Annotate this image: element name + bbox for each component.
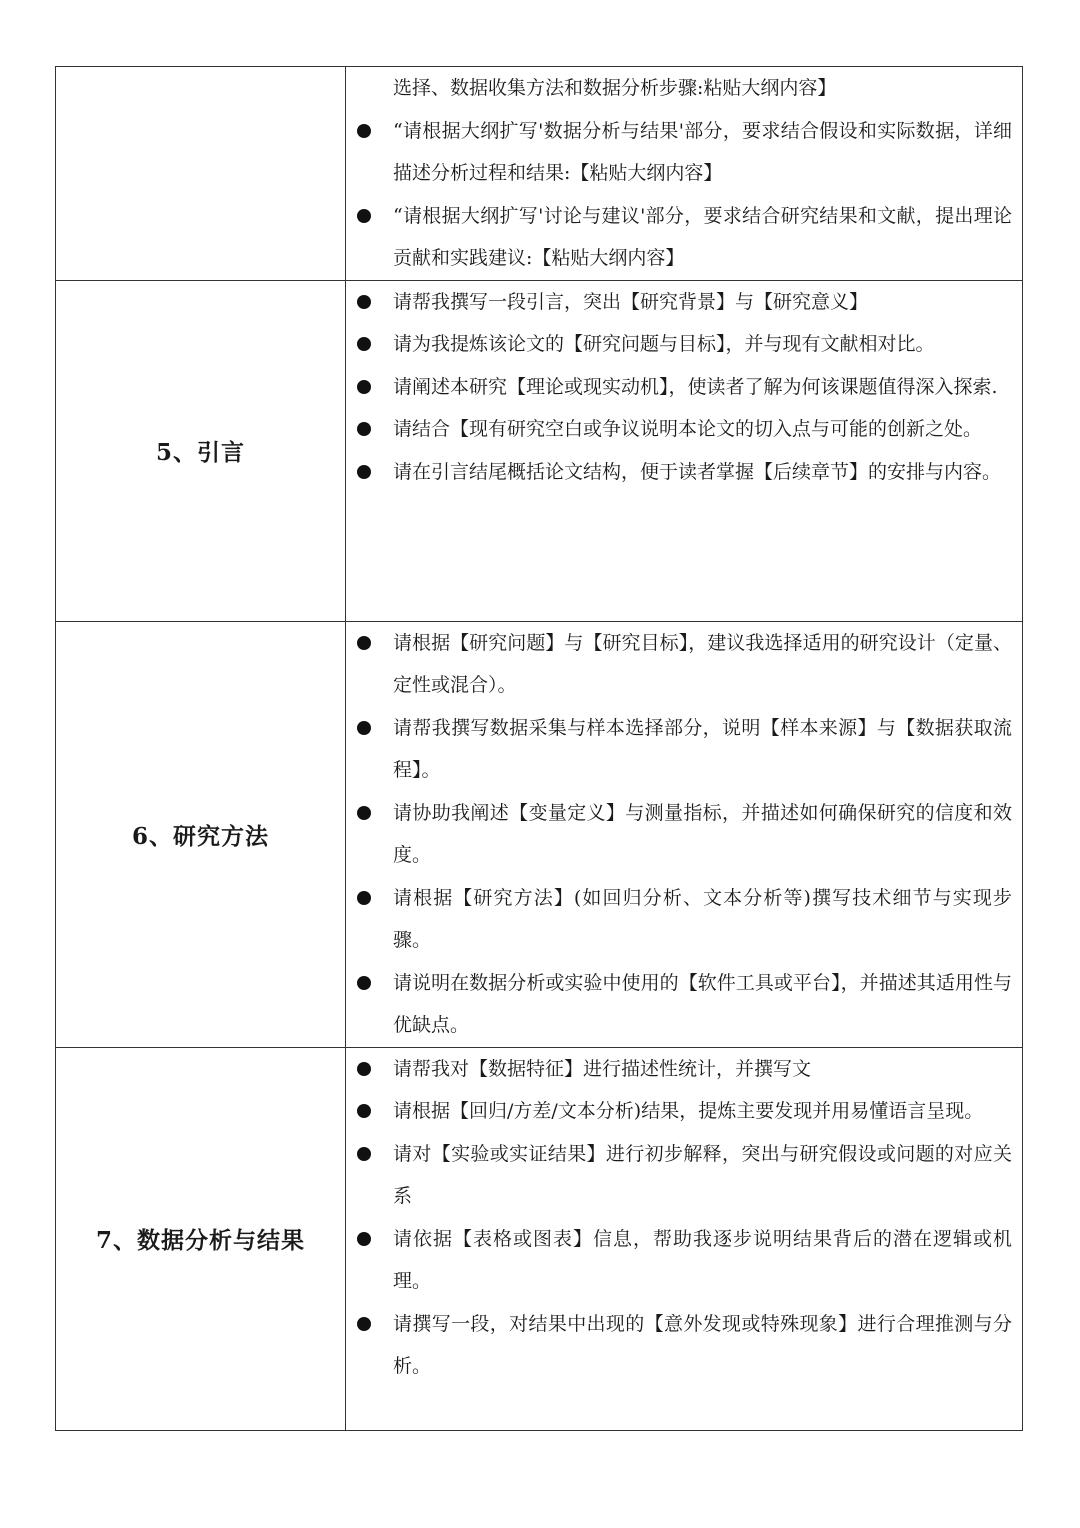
list-item: 请根据【研究问题】与【研究目标】，建议我选择适用的研究设计（定量、定性或混合）。	[346, 622, 1012, 707]
bullet-icon	[357, 295, 371, 309]
bullet-icon	[357, 636, 371, 650]
bullet-icon	[357, 721, 371, 735]
list-item: 请根据【回归/方差/文本分析)结果，提炼主要发现并用易懂语言呈现。	[346, 1090, 1012, 1133]
prompt-list	[346, 281, 1012, 494]
bullet-icon	[357, 1232, 371, 1246]
bullet-icon	[357, 806, 371, 820]
bullet-icon	[357, 1062, 371, 1076]
section-label: 6、研究方法	[56, 621, 346, 1047]
list-item: 请帮我撰写一段引言，突出【研究背景】与【研究意义】	[346, 281, 1012, 324]
section-items	[346, 1047, 1023, 1430]
table-row	[56, 67, 1023, 281]
section-label: 5、引言	[56, 280, 346, 621]
bullet-icon	[357, 380, 371, 394]
section-items	[346, 621, 1023, 1047]
list-item: 请说明在数据分析或实验中使用的【软件工具或平台】，并描述其适用性与优缺点。	[346, 962, 1012, 1047]
list-item: 请依据【表格或图表】信息，帮助我逐步说明结果背后的潜在逻辑或机理。	[346, 1218, 1012, 1303]
list-item: 请撰写一段，对结果中出现的【意外发现或特殊现象】进行合理推测与分析。	[346, 1303, 1012, 1388]
prompt-outline-table	[55, 66, 1023, 1431]
bullet-icon	[357, 1147, 371, 1161]
list-item: 请协助我阐述【变量定义】与测量指标，并描述如何确保研究的信度和效度。	[346, 792, 1012, 877]
list-item: “请根据大纲扩写'讨论与建议'部分，要求结合研究结果和文献，提出理论贡献和实践建议:【粘贴大纲内容】	[346, 195, 1012, 280]
bullet-icon	[357, 209, 371, 223]
section-items	[346, 67, 1023, 281]
prompt-list	[346, 622, 1012, 1047]
list-item: 请帮我撰写数据采集与样本选择部分，说明【样本来源】与【数据获取流程】。	[346, 707, 1012, 792]
bullet-icon	[357, 1317, 371, 1331]
list-item: 请帮我对【数据特征】进行描述性统计，并撰写文	[346, 1048, 1012, 1091]
bullet-icon	[357, 337, 371, 351]
list-item: 请根据【研究方法】(如回归分析、文本分析等)撰写技术细节与实现步骤。	[346, 877, 1012, 962]
list-item: 请在引言结尾概括论文结构，便于读者掌握【后续章节】的安排与内容。	[346, 451, 1012, 494]
table-row	[56, 280, 1023, 621]
section-items	[346, 280, 1023, 621]
list-item: 请阐述本研究【理论或现实动机】，使读者了解为何该课题值得深入探索.	[346, 366, 1012, 409]
table-row	[56, 1047, 1023, 1430]
bullet-icon	[357, 465, 371, 479]
bullet-icon	[357, 891, 371, 905]
bullet-icon	[357, 976, 371, 990]
table-row	[56, 621, 1023, 1047]
list-item: 请结合【现有研究空白或争议说明本论文的切入点与可能的创新之处。	[346, 408, 1012, 451]
bullet-icon	[357, 422, 371, 436]
prompt-list	[346, 1048, 1012, 1388]
continued-text: 选择、数据收集方法和数据分析步骤:粘贴大纲内容】	[393, 77, 837, 99]
bullet-icon	[357, 124, 371, 138]
list-item: 请为我提炼该论文的【研究问题与目标】，并与现有文献相对比。	[346, 323, 1012, 366]
section-label: 7、数据分析与结果	[56, 1047, 346, 1430]
list-item: “请根据大纲扩写'数据分析与结果'部分，要求结合假设和实际数据，详细描述分析过程和结果:【粘贴大纲内容】	[346, 110, 1012, 195]
bullet-icon	[357, 1104, 371, 1118]
prompt-list	[346, 110, 1012, 280]
list-item: 请对【实验或实证结果】进行初步解释，突出与研究假设或问题的对应关系	[346, 1133, 1012, 1218]
section-label	[56, 67, 346, 281]
